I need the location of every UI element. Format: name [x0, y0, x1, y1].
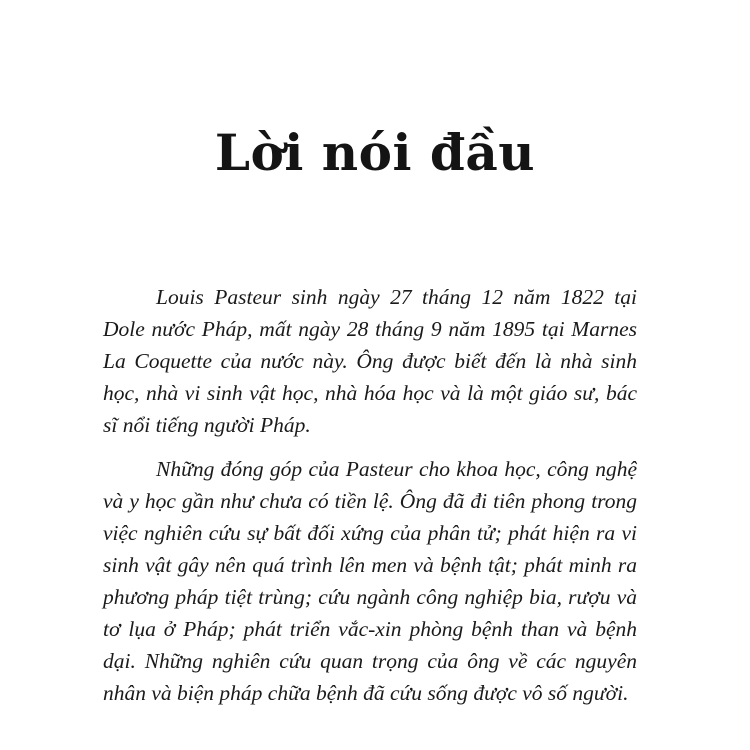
paragraph-1: Louis Pasteur sinh ngày 27 tháng 12 năm 1822 tại Dole nước Pháp, mất ngày 28 tháng 9 năm 1895 tại Marnes La Coquette của nước này. Ông được biết đến là nhà sinh học, nhà vi sinh vật học, nhà hóa học và là một giáo sư, bác sĩ nổi tiếng người Pháp. — [103, 285, 637, 437]
body-text — [103, 281, 637, 709]
chapter-title: Lời nói đầu — [214, 123, 536, 182]
paragraph-2: Những đóng góp của Pasteur cho khoa học, công nghệ và y học gần như chưa có tiền lệ. Ông đã đi tiên phong trong việc nghiên cứu sự bất đối xứng của phân tử; phát hiện ra vi sinh vật gây nên quá trình lên men và bệnh tật; phát minh ra phương pháp tiệt trùng; cứu ngành công nghiệp bia, rượu và tơ lụa ở Pháp; phát triển vắc-xin phòng bệnh than và bệnh dại. Những nghiên cứu quan trọng của ông về các nguyên nhân và biện pháp chữa bệnh đã cứu sống được vô số người. — [103, 457, 637, 705]
